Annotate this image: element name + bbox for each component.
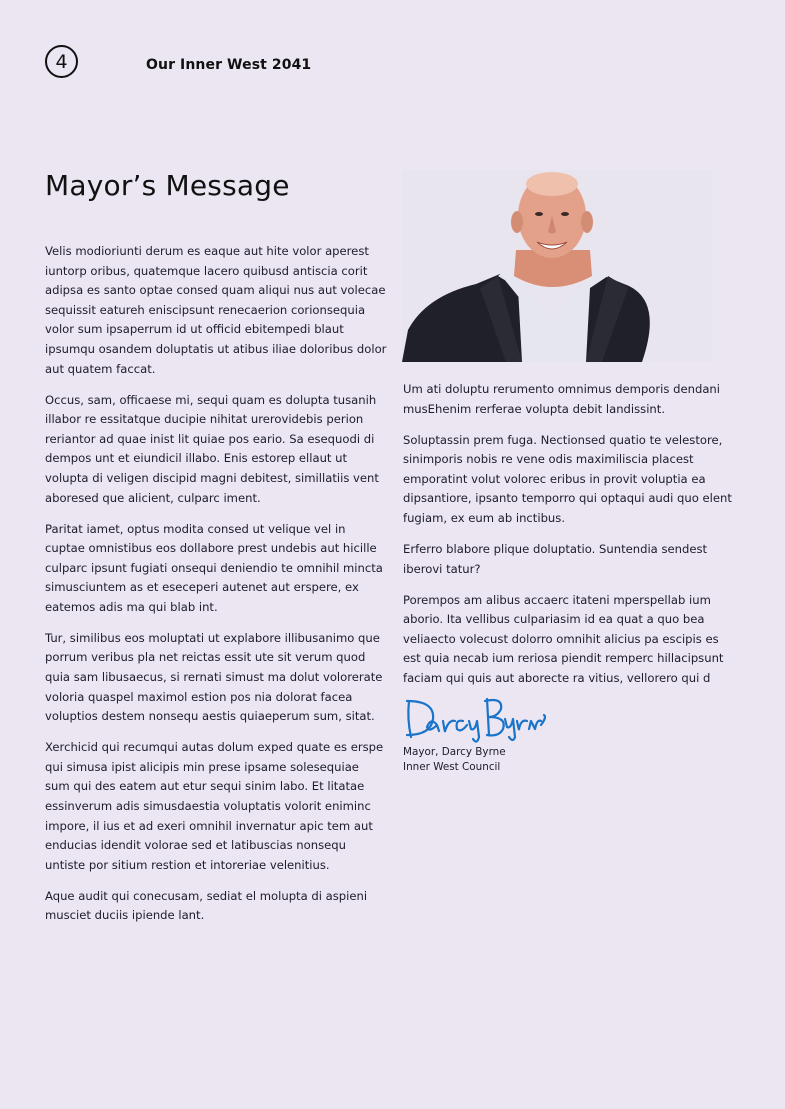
page-heading: Mayor’s Message [45, 169, 290, 202]
body-paragraph: Tur, similibus eos moluptati ut explabore illibusanimo que porrum veribus pla net reictas essit ute sit verum quod quia sam libusaecus, si rernati simust ma dolut volorerate voloria quaspel maximol estion pos nia dolorat facea voluptios destem nonsequ aestis quiaeperum sum, sitat. [45, 630, 383, 724]
mayor-portrait [402, 170, 712, 362]
document-title: Our Inner West 2041 [146, 57, 312, 73]
body-paragraph: Paritat iamet, optus modita consed ut velique vel in cuptae omnistibus eos dollabore prest undebis aut hicille culparc ipsunt fugiati onsequi deniendio te omnihil mincta simusciuntem as et eseceperi autenet aut erspere, ex eatemos adis ma qui blab int. [45, 521, 383, 614]
body-paragraph: Velis modioriunti derum es eaque aut hite volor aperest iuntorp oribus, quatemque lacero quibusd antiscia corit adipsa es santo optae consed quam aliqui nus aut volecae sequissit eatureh eniscipsunt renecaerion corionsequia volor sum ipsaperrum id ut officid ebitempedi blaut ipsumqu osandem doluptatis ut atibus iliae doloribus dolor aut quatem faccat. [45, 244, 387, 376]
body-paragraph: Erferro blabore plique doluptatio. Suntendia sendest iberovi tatur? [403, 541, 708, 576]
page-number: 4 [45, 45, 78, 78]
body-paragraph: Aque audit qui conecusam, sediat el molupta di aspieni musciet duciis ipiende lant. [45, 888, 368, 923]
body-paragraph: Xerchicid qui recumqui autas dolum exped quate es erspe qui simusa ipist alicipis min prese ipsame solesequiae sum qui des eatem aut etur sequi sinim labo. Et litatae essinverum adis simusdaestia voluptatis volorit eniminc impore, il ius et ad exeri omnihil invernatur apic tem aut enducias idendit volorae sed et latibuscias nonsequ untiste por sitium restion et intoreriae velenitius. [45, 740, 384, 872]
signatory-role: Mayor, Darcy Byrne [403, 746, 506, 758]
body-paragraph: Soluptassin prem fuga. Nectionsed quatio te velestore, sinimporis nobis re vene odis maximiliscia placest emporatint volut volorec eribus in provit voluptia ea dipsantiore, ipsanto temporro qui optaqui audi quo elent fugiam, ex eum ab inctibus. [403, 432, 732, 525]
mayor-signature [401, 693, 546, 743]
body-paragraph: Porempos am alibus accaerc itateni mperspellab ium aborio. Ita vellibus culpariasim id ea quat a quo bea veliaecto volecust dolorro omnihit alicius pa escipis es est quia necab ium reriosa piendit remperc hillacipsunt faciam qui quis aut aborecte ra vitius, vellorero qui d [403, 592, 724, 685]
body-paragraph: Occus, sam, officaese mi, sequi quam es dolupta tusanih illabor re essitatque ducipie nihitat urerovidebis perion reriantor ad quae inist lit quiae pos eario. Sa esequodi di dempos unt et eiundicil illabo. Enis estorep ellaut ut volupta di veligen discipid magni debitest, simillatiis vent aboresed que alicient, culparc iment. [45, 392, 379, 505]
signatory-caption [403, 745, 506, 775]
signatory-organisation: Inner West Council [403, 761, 501, 773]
body-left-column [45, 242, 387, 937]
body-paragraph: Um ati doluptu rerumento omnimus demporis dendani musEhenim rerferae volupta debit landissint. [403, 382, 720, 416]
body-right-column [403, 380, 739, 700]
